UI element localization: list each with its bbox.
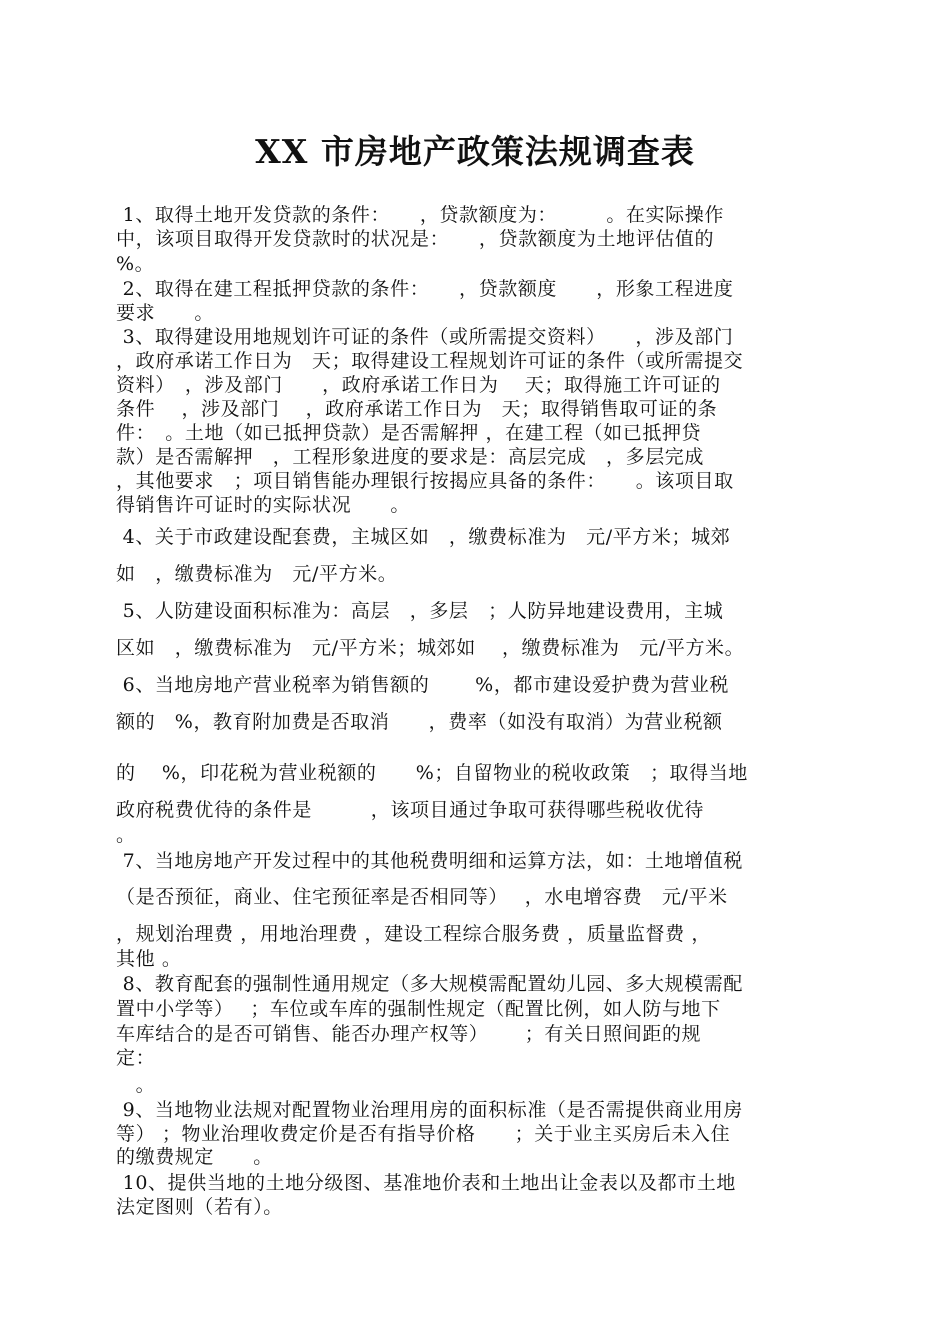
paragraph-line: （是否预征，商业、住宅预征率是否相同等） ，水电增容费 元/平米 — [116, 886, 728, 908]
paragraph-line: 得销售许可证时的实际状况 。 — [116, 494, 411, 516]
paragraph-line: 。 — [116, 1074, 156, 1096]
paragraph-line: 款）是否需解押 ，工程形象进度的要求是：高层完成 ，多层完成 — [116, 446, 705, 468]
paragraph-line: 区如 ，缴费标准为 元/平方米；城郊如 ，缴费标准为 元/平方米。 — [116, 637, 745, 659]
paragraph-line: 资料） ，涉及部门 ，政府承诺工作日为 天；取得施工许可证的 — [116, 374, 721, 396]
paragraph-line: ，规划治理费 ，用地治理费 ，建设工程综合服务费 ，质量监督费 ， — [116, 923, 711, 945]
paragraph-line: ，政府承诺工作日为 天；取得建设工程规划许可证的条件（或所需提交 — [116, 350, 744, 372]
paragraph-line: 中，该项目取得开发贷款时的状况是： ，贷款额度为土地评估值的 — [116, 228, 715, 250]
paragraph-line: 政府税费优待的条件是 ，该项目通过争取可获得哪些税收优待 — [116, 799, 705, 821]
paragraph-line: 法定图则（若有）。 — [116, 1196, 283, 1218]
paragraph-line: 7、当地房地产开发过程中的其他税费明细和运算方法，如：土地增值税 — [116, 850, 743, 872]
paragraph-line: 的 %，印花税为营业税额的 %；自留物业的税收政策 ；取得当地 — [116, 762, 748, 784]
paragraph-line: 6、当地房地产营业税率为销售额的 %，都市建设爱护费为营业税 — [116, 674, 730, 696]
paragraph-line: 1、取得土地开发贷款的条件： ，贷款额度为： 。在实际操作 — [116, 204, 724, 226]
paragraph-line: 8、教育配套的强制性通用规定（多大规模需配置幼儿园、多大规模需配 — [116, 973, 743, 995]
paragraph-line: 如 ，缴费标准为 元/平方米。 — [116, 563, 398, 585]
paragraph-line: 等） ；物业治理收费定价是否有指导价格 ；关于业主买房后未入住 — [116, 1123, 731, 1145]
paragraph-line: 5、人防建设面积标准为：高层 ，多层 ；人防异地建设费用，主城 — [116, 600, 724, 622]
paragraph-line: 2、取得在建工程抵押贷款的条件： ，贷款额度 ，形象工程进度 — [116, 278, 734, 300]
paragraph-line: 的缴费规定 。 — [116, 1146, 273, 1168]
paragraph-line: %。 — [116, 253, 155, 275]
paragraph-line: 10、提供当地的土地分级图、基准地价表和土地出让金表以及都市土地 — [116, 1172, 737, 1194]
paragraph-line: ，其他要求 ；项目销售能办理银行按揭应具备的条件： 。该项目取 — [116, 470, 734, 492]
document-title: XX 市房地产政策法规调查表 — [255, 132, 695, 171]
paragraph-line: 额的 %，教育附加费是否取消 ，费率（如没有取消）为营业税额 — [116, 711, 723, 733]
paragraph-line: 定： — [116, 1047, 156, 1069]
paragraph-line: 要求 。 — [116, 302, 215, 324]
paragraph-line: 件： 。土地（如已抵押贷款）是否需解押 ，在建工程（如已抵押贷 — [116, 422, 702, 444]
paragraph-line: 置中小学等） ；车位或车库的强制性规定（配置比例，如人防与地下 — [116, 998, 721, 1020]
paragraph-line: 。 — [116, 824, 136, 846]
paragraph-line: 其他 。 — [116, 948, 182, 970]
paragraph-line: 条件 ，涉及部门 ，政府承诺工作日为 天；取得销售取可证的条 — [116, 398, 718, 420]
paragraph-line: 3、取得建设用地规划许可证的条件（或所需提交资料） ，涉及部门 — [116, 326, 734, 348]
paragraph-line: 车库结合的是否可销售、能否办理产权等） ；有关日照间距的规 — [116, 1023, 702, 1045]
paragraph-line: 4、关于市政建设配套费，主城区如 ，缴费标准为 元/平方米；城郊 — [116, 526, 731, 548]
paragraph-line: 9、当地物业法规对配置物业治理用房的面积标准（是否需提供商业用房 — [116, 1099, 743, 1121]
